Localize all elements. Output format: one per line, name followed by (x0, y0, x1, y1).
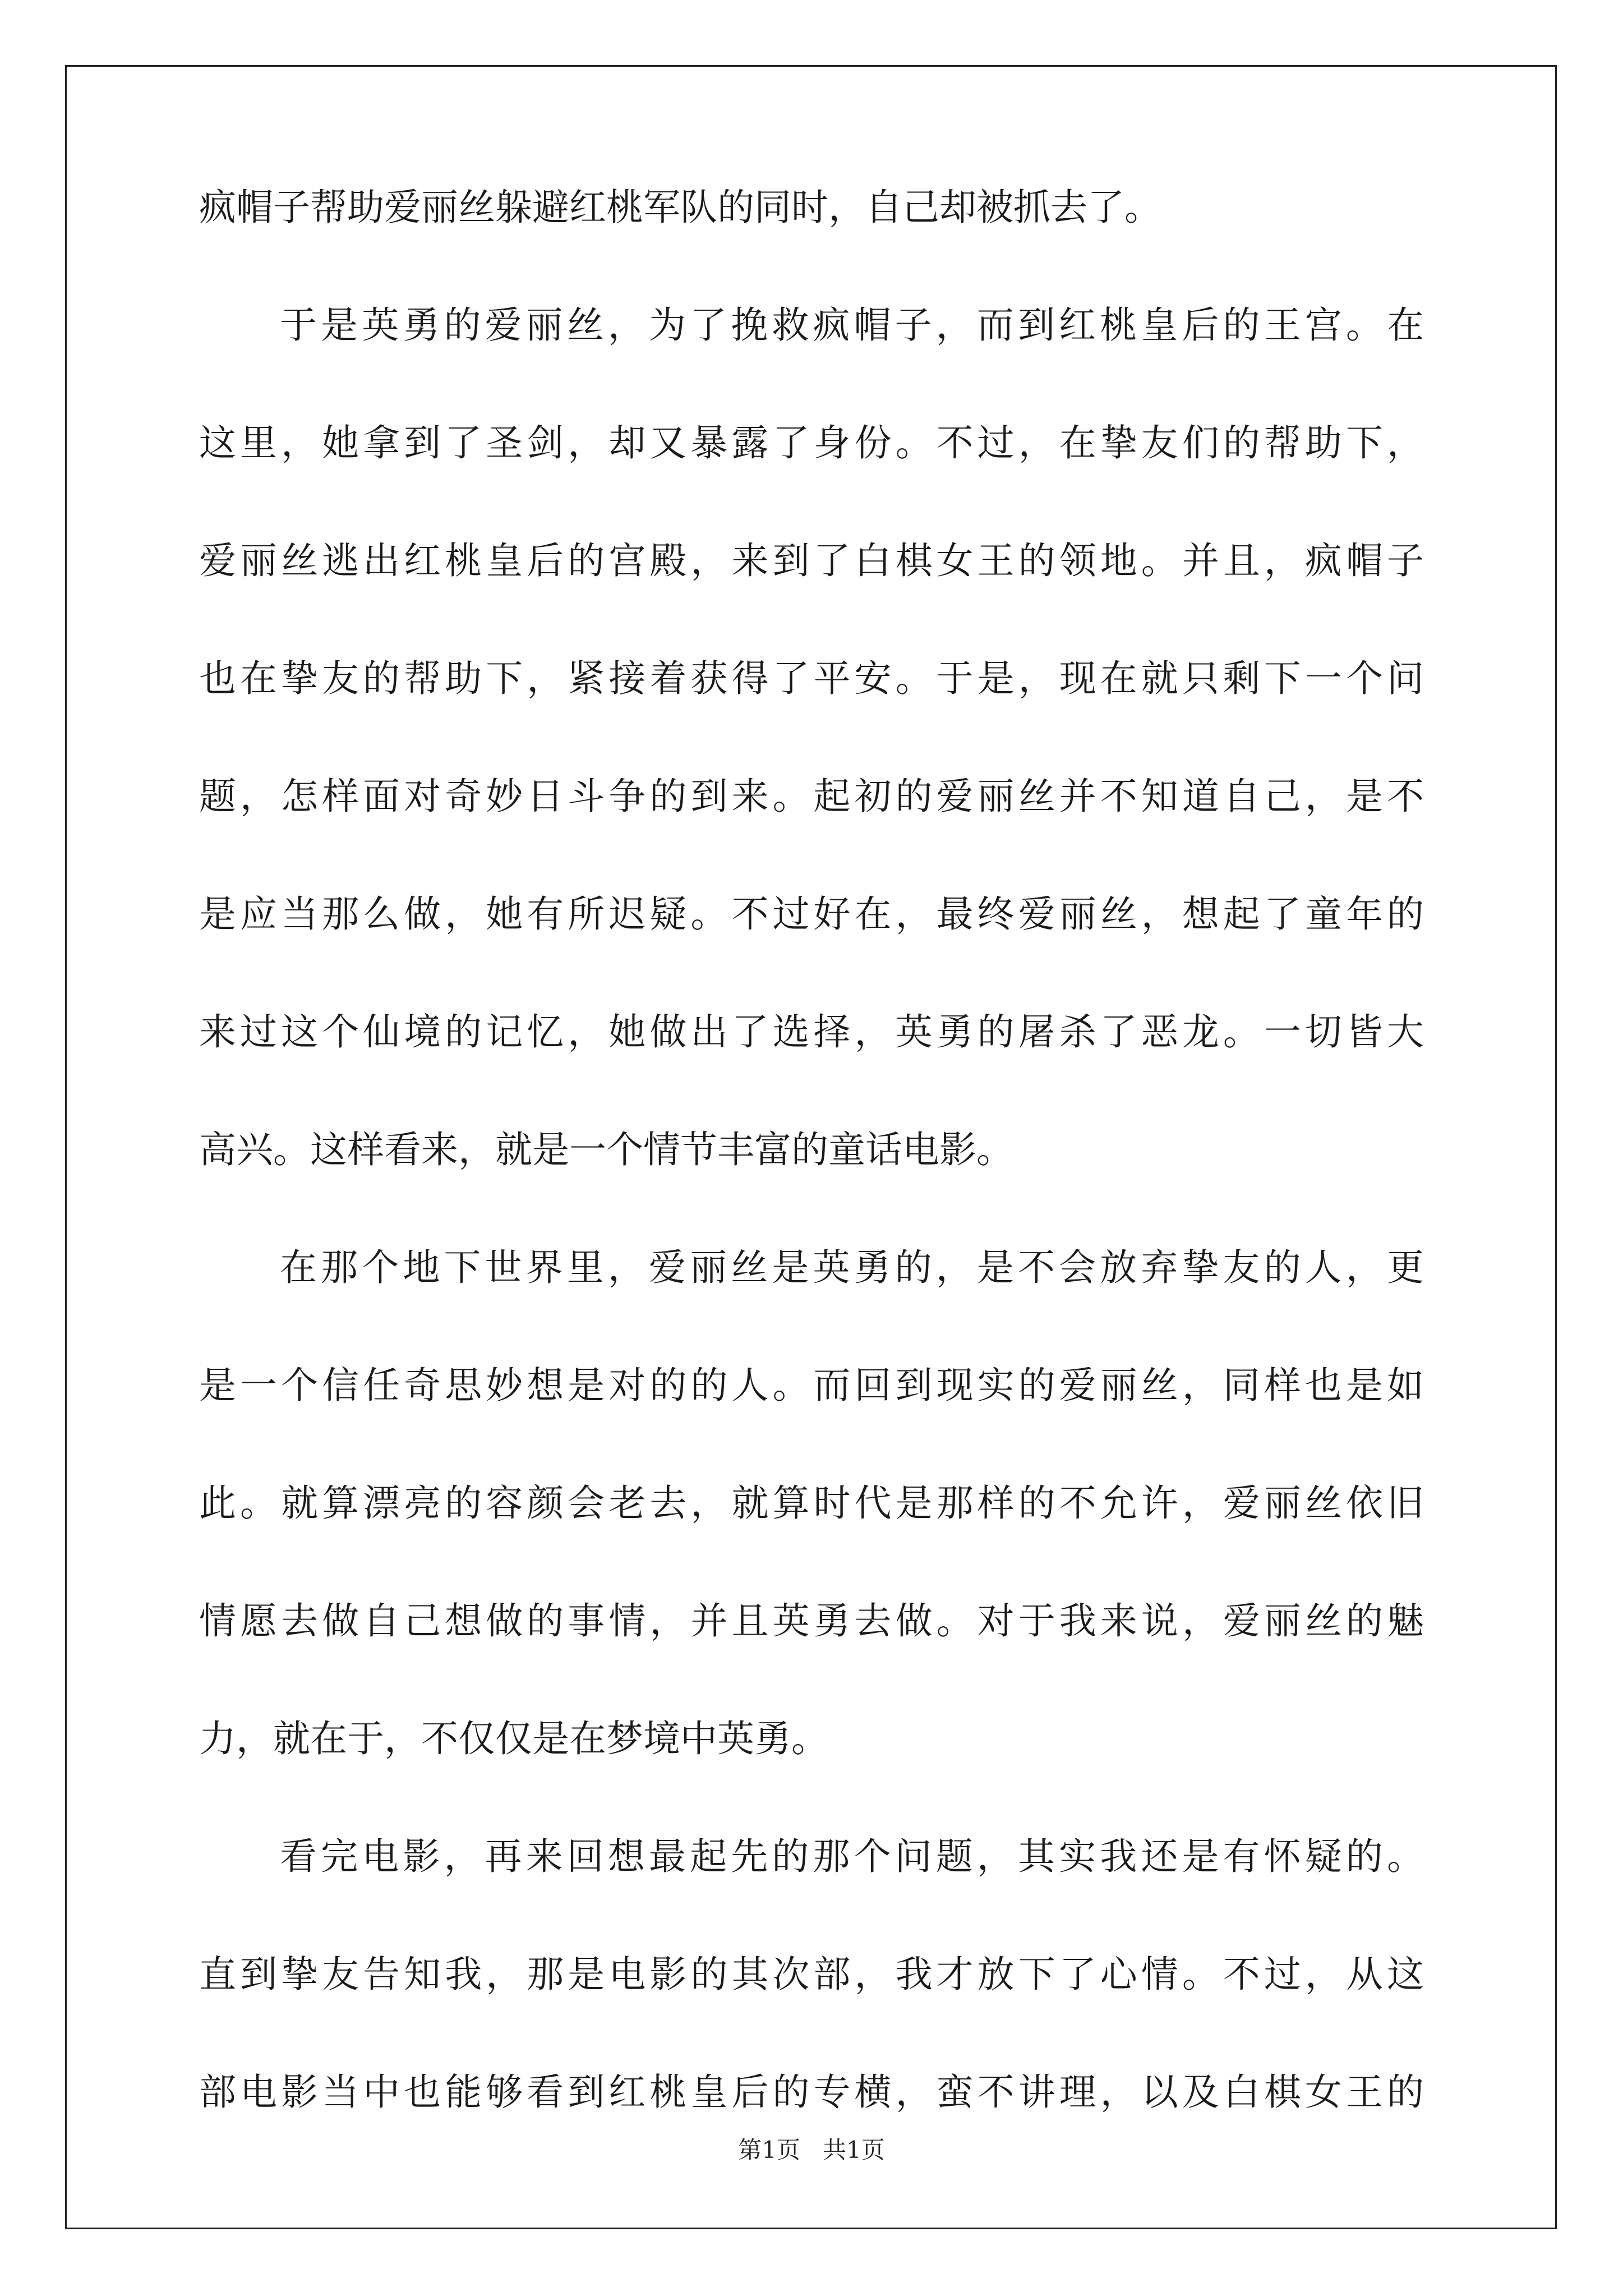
paragraph-line: 是一个信任奇思妙想是对的的人。而回到现实的爱丽丝，同样也是如 (199, 1364, 1424, 1407)
paragraph-line: 也在挚友的帮助下，紧接着获得了平安。于是，现在就只剩下一个问 (199, 657, 1424, 700)
paragraph-line: 看完电影，再来回想最起先的那个问题，其实我还是有怀疑的。 (280, 1835, 1424, 1878)
document-body (199, 188, 1424, 2191)
paragraph-line: 直到挚友告知我，那是电影的其次部，我才放下了心情。不过，从这 (199, 1953, 1424, 1996)
paragraph-line: 来过这个仙境的记忆，她做出了选择，英勇的屠杀了恶龙。一切皆大 (199, 1010, 1424, 1053)
paragraph-line: 情愿去做自己想做的事情，并且英勇去做。对于我来说，爱丽丝的魅 (199, 1599, 1424, 1642)
page-number-current: 第1页 (738, 2136, 800, 2164)
paragraph-line: 力，就在于，不仅仅是在梦境中英勇。 (199, 1717, 828, 1760)
page-number-total: 共1页 (823, 2136, 885, 2164)
paragraph-line: 这里，她拿到了圣剑，却又暴露了身份。不过，在挚友们的帮助下， (199, 421, 1424, 464)
paragraph-line: 题，怎样面对奇妙日斗争的到来。起初的爱丽丝并不知道自己，是不 (199, 775, 1424, 818)
paragraph-line: 高兴。这样看来，就是一个情节丰富的童话电影。 (199, 1128, 1013, 1171)
paragraph-line: 疯帽子帮助爱丽丝躲避红桃军队的同时，自己却被抓去了。 (199, 186, 1161, 229)
paragraph-line: 于是英勇的爱丽丝，为了挽救疯帽子，而到红桃皇后的王宫。在 (280, 303, 1424, 347)
paragraph-line: 部电影当中也能够看到红桃皇后的专横，蛮不讲理，以及白棋女王的 (199, 2070, 1424, 2114)
paragraph-line: 在那个地下世界里，爱丽丝是英勇的，是不会放弃挚友的人，更 (280, 1246, 1424, 1289)
paragraph-line: 是应当那么做，她有所迟疑。不过好在，最终爱丽丝，想起了童年的 (199, 892, 1424, 936)
page-footer (0, 2136, 1623, 2164)
paragraph-line: 爱丽丝逃出红桃皇后的宫殿，来到了白棋女王的领地。并且，疯帽子 (199, 539, 1424, 582)
paragraph-line: 此。就算漂亮的容颜会老去，就算时代是那样的不允许，爱丽丝依旧 (199, 1481, 1424, 1525)
